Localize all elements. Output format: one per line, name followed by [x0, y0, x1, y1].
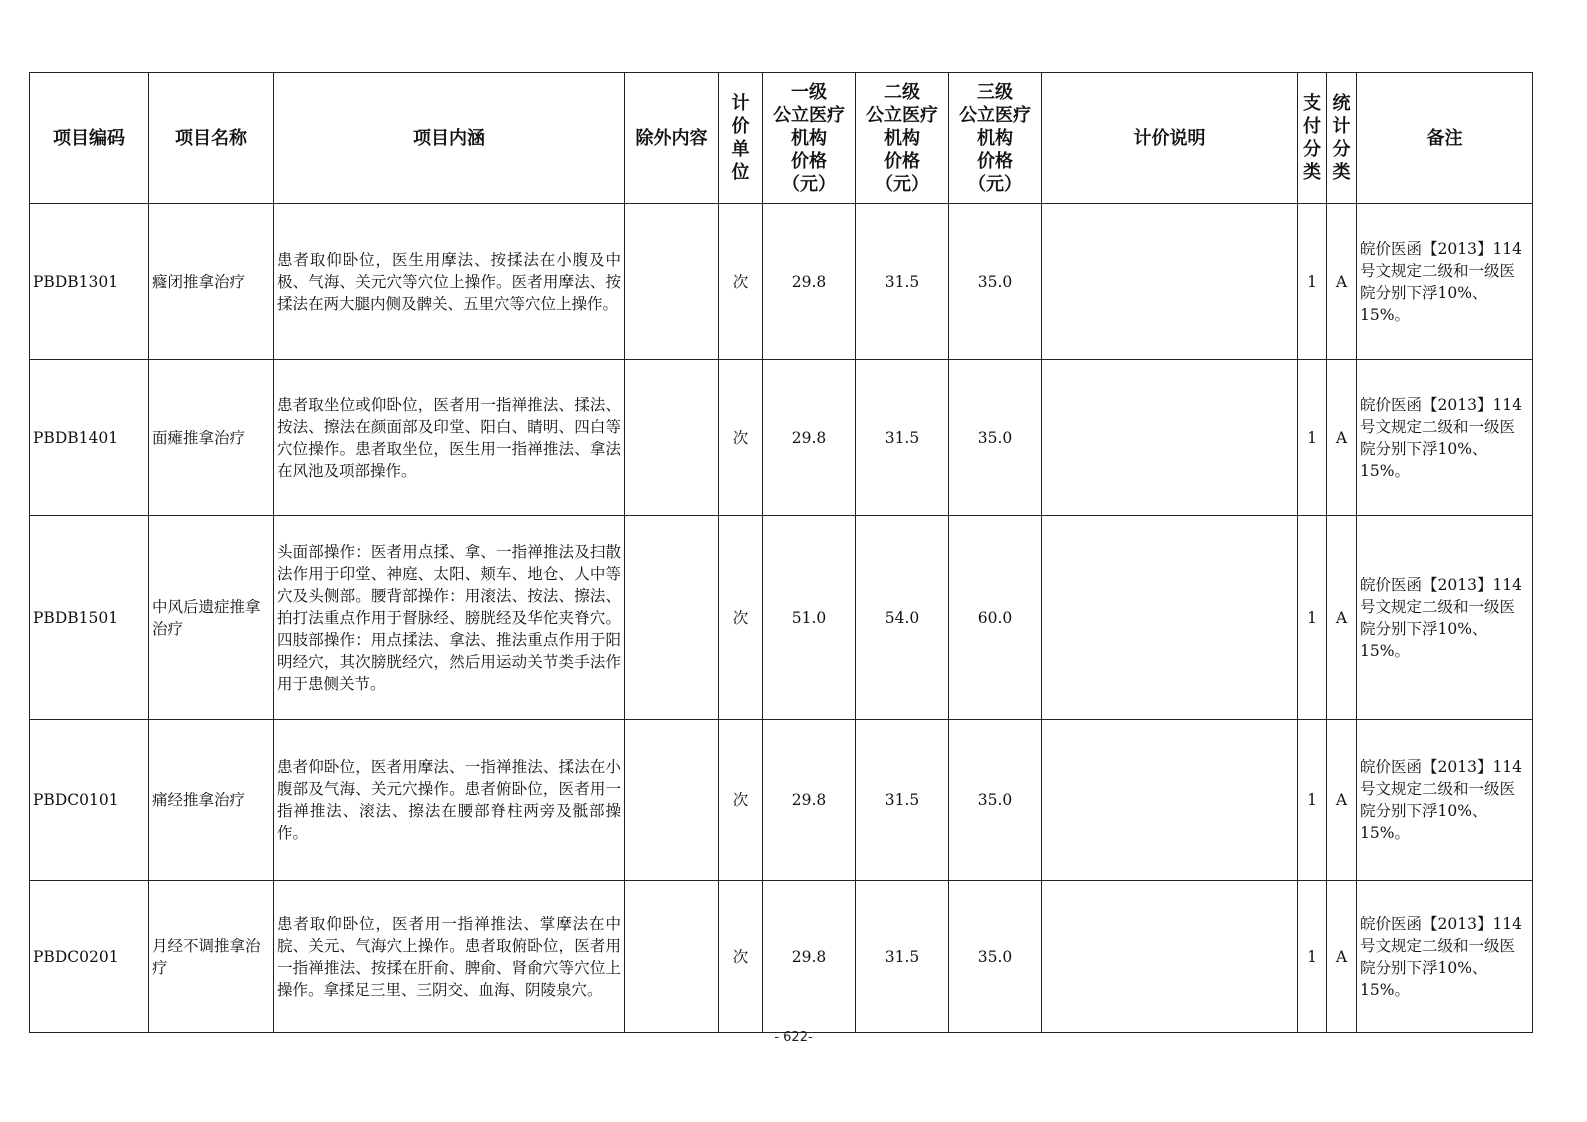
cell-content: 患者取仰卧位，医者用一指禅推法、掌摩法在中脘、关元、气海穴上操作。患者取俯卧位，医者用一指禅推法、按揉在肝俞、脾俞、肾俞穴等穴位上操作。拿揉足三里、三阴交、血海、阴陵泉穴。 [274, 881, 625, 1033]
cell-unit: 次 [719, 720, 763, 881]
header-level2-price: 二级 公立医疗 机构 价格 （元） [856, 73, 949, 204]
cell-name: 中风后遗症推拿治疗 [149, 516, 274, 720]
cell-remark: 皖价医函【2013】114号文规定二级和一级医院分别下浮10%、15%。 [1357, 720, 1533, 881]
cell-level2-price: 31.5 [856, 720, 949, 881]
cell-code: PBDC0201 [30, 881, 149, 1033]
cell-level3-price: 35.0 [949, 360, 1042, 516]
cell-statistics-category: A [1327, 881, 1357, 1033]
cell-remark: 皖价医函【2013】114号文规定二级和一级医院分别下浮10%、15%。 [1357, 516, 1533, 720]
table-row [30, 360, 1533, 516]
cell-remark: 皖价医函【2013】114号文规定二级和一级医院分别下浮10%、15%。 [1357, 204, 1533, 360]
cell-unit: 次 [719, 516, 763, 720]
header-unit: 计 价 单 位 [719, 73, 763, 204]
header-statistics-category: 统 计 分 类 [1327, 73, 1357, 204]
cell-unit: 次 [719, 360, 763, 516]
cell-level1-price: 29.8 [763, 360, 856, 516]
cell-payment-category: 1 [1298, 881, 1327, 1033]
cell-statistics-category: A [1327, 720, 1357, 881]
cell-statistics-category: A [1327, 516, 1357, 720]
cell-level1-price: 29.8 [763, 204, 856, 360]
cell-name: 癃闭推拿治疗 [149, 204, 274, 360]
cell-pricing-note [1042, 516, 1298, 720]
header-level1-price: 一级 公立医疗 机构 价格 （元） [763, 73, 856, 204]
cell-level2-price: 31.5 [856, 204, 949, 360]
cell-unit: 次 [719, 204, 763, 360]
table-row [30, 720, 1533, 881]
cell-exclusion [625, 204, 719, 360]
cell-level3-price: 35.0 [949, 204, 1042, 360]
cell-pricing-note [1042, 204, 1298, 360]
table-row [30, 516, 1533, 720]
cell-exclusion [625, 881, 719, 1033]
table-header-row [30, 73, 1533, 204]
cell-content: 患者取仰卧位，医生用摩法、按揉法在小腹及中极、气海、关元穴等穴位上操作。医者用摩法、按揉法在两大腿内侧及髀关、五里穴等穴位上操作。 [274, 204, 625, 360]
cell-code: PBDB1301 [30, 204, 149, 360]
header-pricing-note: 计价说明 [1042, 73, 1298, 204]
cell-pricing-note [1042, 360, 1298, 516]
cell-content: 患者取坐位或仰卧位，医者用一指禅推法、揉法、按法、擦法在颜面部及印堂、阳白、睛明、四白等穴位操作。患者取坐位，医生用一指禅推法、拿法在风池及项部操作。 [274, 360, 625, 516]
cell-level2-price: 54.0 [856, 516, 949, 720]
cell-name: 月经不调推拿治疗 [149, 881, 274, 1033]
cell-exclusion [625, 516, 719, 720]
cell-payment-category: 1 [1298, 360, 1327, 516]
cell-remark: 皖价医函【2013】114号文规定二级和一级医院分别下浮10%、15%。 [1357, 881, 1533, 1033]
header-exclusion: 除外内容 [625, 73, 719, 204]
pricing-table [29, 72, 1533, 1033]
header-code: 项目编码 [30, 73, 149, 204]
cell-remark: 皖价医函【2013】114号文规定二级和一级医院分别下浮10%、15%。 [1357, 360, 1533, 516]
cell-name: 痛经推拿治疗 [149, 720, 274, 881]
table-row [30, 881, 1533, 1033]
cell-exclusion [625, 360, 719, 516]
header-level3-price: 三级 公立医疗 机构 价格 （元） [949, 73, 1042, 204]
header-content: 项目内涵 [274, 73, 625, 204]
cell-statistics-category: A [1327, 360, 1357, 516]
cell-name: 面瘫推拿治疗 [149, 360, 274, 516]
cell-code: PBDB1501 [30, 516, 149, 720]
cell-level1-price: 29.8 [763, 881, 856, 1033]
cell-pricing-note [1042, 881, 1298, 1033]
cell-level1-price: 51.0 [763, 516, 856, 720]
cell-unit: 次 [719, 881, 763, 1033]
cell-content: 患者仰卧位，医者用摩法、一指禅推法、揉法在小腹部及气海、关元穴操作。患者俯卧位，医者用一指禅推法、滚法、擦法在腰部脊柱两旁及骶部操作。 [274, 720, 625, 881]
cell-payment-category: 1 [1298, 516, 1327, 720]
cell-code: PBDC0101 [30, 720, 149, 881]
header-remarks: 备注 [1357, 73, 1533, 204]
cell-pricing-note [1042, 720, 1298, 881]
cell-payment-category: 1 [1298, 204, 1327, 360]
cell-level3-price: 35.0 [949, 720, 1042, 881]
cell-level3-price: 60.0 [949, 516, 1042, 720]
table-row [30, 204, 1533, 360]
cell-payment-category: 1 [1298, 720, 1327, 881]
cell-level2-price: 31.5 [856, 360, 949, 516]
cell-content: 头面部操作：医者用点揉、拿、一指禅推法及扫散法作用于印堂、神庭、太阳、颊车、地仓、人中等穴及头侧部。腰背部操作：用滚法、按法、擦法、拍打法重点作用于督脉经、膀胱经及华佗夹脊穴。四肢部操作：用点揉法、拿法、推法重点作用于阳明经穴，其次膀胱经穴，然后用运动关节类手法作用于患侧关节。 [274, 516, 625, 720]
cell-level2-price: 31.5 [856, 881, 949, 1033]
cell-code: PBDB1401 [30, 360, 149, 516]
cell-level1-price: 29.8 [763, 720, 856, 881]
cell-level3-price: 35.0 [949, 881, 1042, 1033]
cell-statistics-category: A [1327, 204, 1357, 360]
cell-exclusion [625, 720, 719, 881]
page-number: - 622- [774, 1030, 813, 1045]
header-name: 项目名称 [149, 73, 274, 204]
header-payment-category: 支 付 分 类 [1298, 73, 1327, 204]
